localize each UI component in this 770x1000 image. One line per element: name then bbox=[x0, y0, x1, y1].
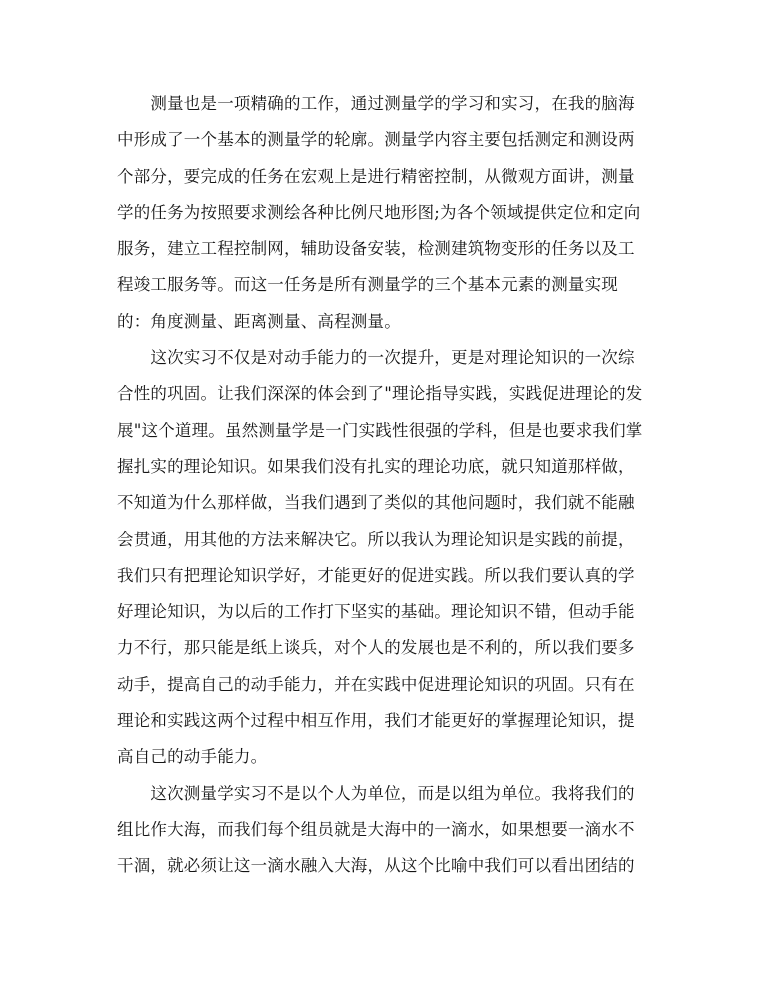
text-line: 学的任务为按照要求测绘各种比例尺地形图;为各个领域提供定位和定向 bbox=[117, 202, 641, 222]
text-line: 高自己的动手能力。 bbox=[117, 747, 268, 767]
text-line: 动手，提高自己的动手能力，并在实践中促进理论知识的巩固。只有在 bbox=[117, 674, 635, 694]
paragraph-2 bbox=[117, 340, 657, 776]
paragraph-3 bbox=[117, 776, 657, 885]
text-line: 这次实习不仅是对动手能力的一次提升，更是对理论知识的一次综 bbox=[117, 348, 635, 368]
text-line: 这次测量学实习不是以个人为单位，而是以组为单位。我将我们的 bbox=[117, 783, 635, 803]
document-body bbox=[117, 86, 657, 885]
text-line: 好理论知识，为以后的工作打下坚实的基础。理论知识不错，但动手能 bbox=[117, 602, 635, 622]
paragraph-1 bbox=[117, 86, 657, 340]
text-line: 展"这个道理。虽然测量学是一门实践性很强的学科，但是也要求我们掌 bbox=[117, 420, 643, 440]
text-line: 我们只有把理论知识学好，才能更好的促进实践。所以我们要认真的学 bbox=[117, 565, 635, 585]
text-line: 不知道为什么那样做，当我们遇到了类似的其他问题时，我们就不能融 bbox=[117, 493, 635, 513]
text-line: 程竣工服务等。而这一任务是所有测量学的三个基本元素的测量实现 bbox=[117, 275, 618, 295]
text-line: 的：角度测量、距离测量、高程测量。 bbox=[117, 311, 401, 331]
text-line: 组比作大海，而我们每个组员就是大海中的一滴水，如果想要一滴水不 bbox=[117, 819, 635, 839]
text-line: 中形成了一个基本的测量学的轮廓。测量学内容主要包括测定和测设两 bbox=[117, 130, 635, 150]
text-line: 服务，建立工程控制网，辅助设备安装，检测建筑物变形的任务以及工 bbox=[117, 239, 635, 259]
text-line: 干涸，就必须让这一滴水融入大海，从这个比喻中我们可以看出团结的 bbox=[117, 856, 635, 876]
text-line: 力不行，那只能是纸上谈兵，对个人的发展也是不利的，所以我们要多 bbox=[117, 638, 635, 658]
text-line: 理论和实践这两个过程中相互作用，我们才能更好的掌握理论知识，提 bbox=[117, 711, 635, 731]
text-line: 个部分，要完成的任务在宏观上是进行精密控制，从微观方面讲，测量 bbox=[117, 166, 635, 186]
text-line: 合性的巩固。让我们深深的体会到了"理论指导实践，实践促进理论的发 bbox=[117, 384, 643, 404]
text-line: 会贯通，用其他的方法来解决它。所以我认为理论知识是实践的前提， bbox=[117, 529, 635, 549]
text-line: 测量也是一项精确的工作，通过测量学的学习和实习，在我的脑海 bbox=[117, 94, 635, 113]
text-line: 握扎实的理论知识。如果我们没有扎实的理论功底，就只知道那样做， bbox=[117, 456, 635, 476]
